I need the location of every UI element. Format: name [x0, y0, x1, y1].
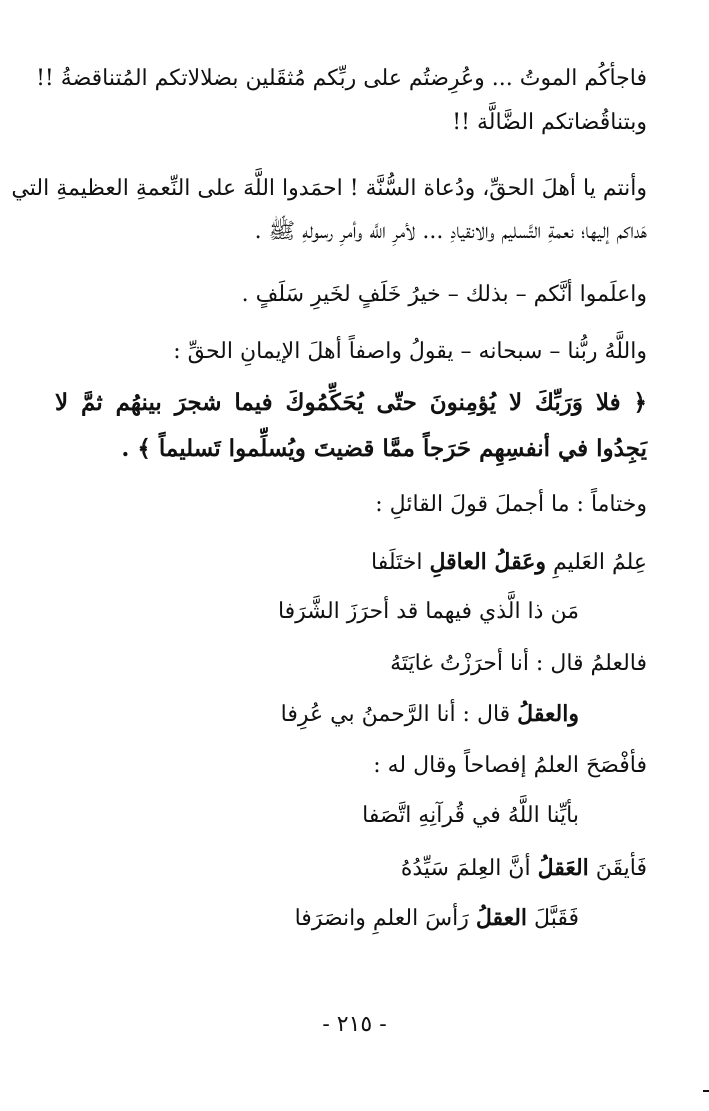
edge-mark: [703, 1090, 709, 1092]
poem-verse-4b: [55, 902, 579, 935]
poem-verse-4a: [55, 852, 647, 885]
poem-verse-3b: بأيِّنا اللَّهُ في قُرآنِهِ اتَّصَفا: [362, 803, 579, 828]
quran-verse-line-1: ﴿ فلا وَرَبِّكَ لا يُؤمِنونَ حتّى يُحَكِّمُوكَ فيما شجرَ بينهُم ثمَّ لا: [55, 389, 647, 416]
poem-emphasis: وعَقلُ العاقلِ: [429, 549, 546, 575]
poem-text: أنَّ العِلمَ سَيِّدُهُ: [400, 856, 538, 881]
paragraph-2-line-1: وأنتم يا أهلَ الحقِّ، ودُعاة السُّنَّة ! احمَدوا اللَّهَ على النِّعمةِ العظيمةِ التي: [11, 176, 647, 201]
poem-verse-1a: [55, 546, 647, 579]
poem-emphasis: العَقلُ: [537, 855, 589, 881]
poem-text: قال : أنا الرَّحمنُ بي عُرِفا: [280, 702, 518, 727]
poem-text: رَأسَ العلمِ وانصَرَفا: [294, 906, 476, 931]
poem-emphasis: العقلُ: [475, 905, 528, 931]
paragraph-5: وختاماً : ما أجملَ قولَ القائلِ :: [375, 492, 647, 517]
poem-text: فَقَبَّلَ: [527, 906, 579, 931]
paragraph-1-line-2: وبتناقُضاتكم الضَّالَّة !!: [452, 110, 647, 135]
poem-text: عِلمُ العَليمِ: [545, 550, 647, 575]
poem-verse-3a: فأفْصَحَ العلمُ إفصاحاً وقال له :: [373, 753, 647, 778]
paragraph-1-line-1: فاجأكُم الموتُ ... وعُرِضتُم على ربِّكم مُثقَلين بضلالاتكم المُتناقضةُ !!: [36, 66, 647, 91]
poem-verse-1b: مَن ذا الَّذي فيهما قد أحرَزَ الشَّرَفا: [277, 599, 579, 624]
poem-text: اختَلَفا: [370, 550, 430, 575]
paragraph-3: واعلَموا أنَّكم – بذلك – خيرُ خَلَفٍ لخَيرِ سَلَفٍ .: [241, 282, 647, 307]
quran-verse-line-2: يَجِدُوا في أنفسِهِم حَرَجاً ممَّا قضيتَ ويُسلِّموا تَسليماً ﴾ .: [121, 435, 647, 462]
poem-text: فَأيقَنَ: [588, 856, 647, 881]
poem-emphasis: والعقلُ: [517, 701, 579, 727]
paragraph-2-line-2: هَداكم إليها؛ نعمةِ التَّسليم والانقيادِ ... لأمرِ اللَّه وأمرِ رسولهِ ﷺ .: [254, 219, 647, 244]
poem-verse-2b: [55, 698, 579, 731]
poem-verse-2a: فالعلمُ قال : أنا أحرَزْتُ غايَتَهُ: [390, 651, 647, 676]
page-number: - ٢١٥ -: [322, 1012, 387, 1037]
paragraph-4: واللَّهُ ربُّنا – سبحانه – يقولُ واصفاً أهلَ الإيمانِ الحقِّ :: [173, 339, 647, 364]
